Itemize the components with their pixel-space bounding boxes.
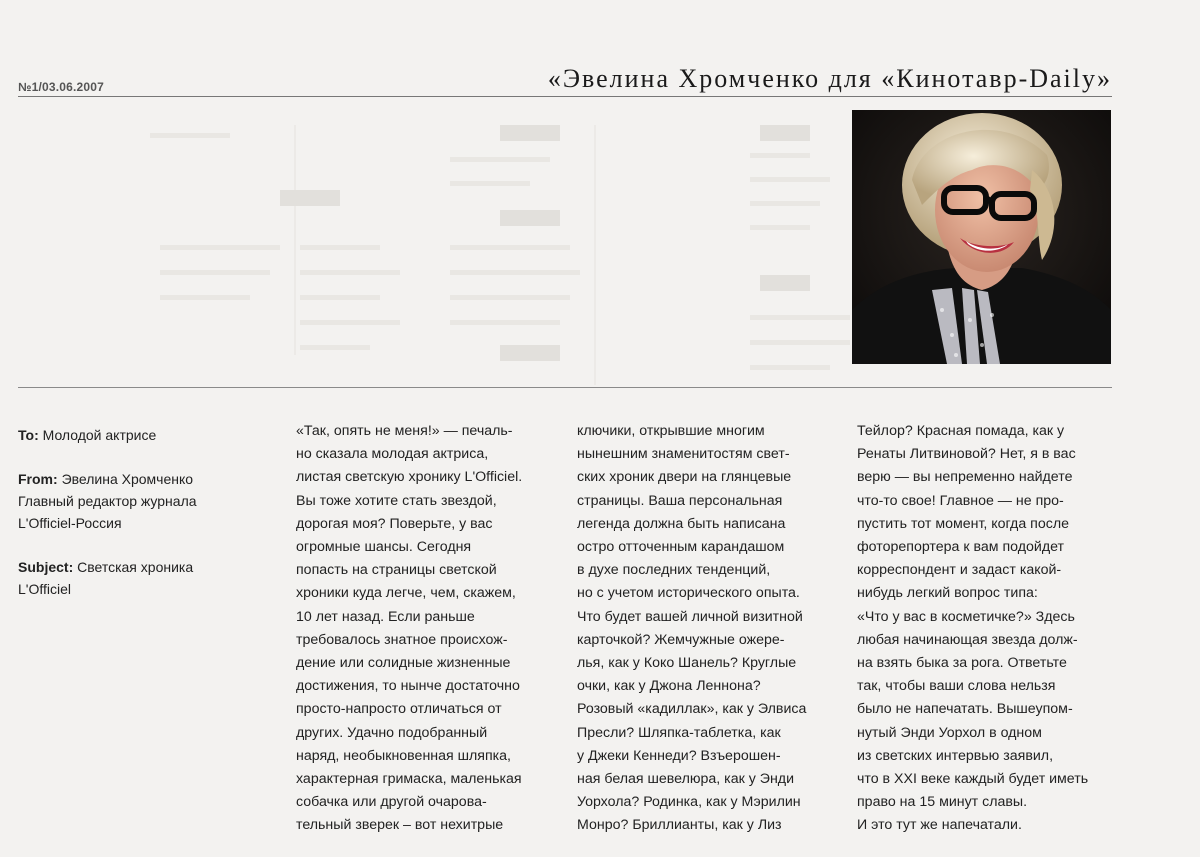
article-line: нибудь легкий вопрос типа: (857, 585, 1038, 602)
article-line: Уорхола? Родинка, как у Мэрилин (577, 794, 801, 811)
article-line: право на 15 минут славы. (857, 794, 1028, 811)
page-title: «Эвелина Хромченко для «Кинотавр-Daily» (547, 64, 1112, 93)
article-line: попасть на страницы светской (296, 562, 497, 579)
article-line: было не напечатать. Вышеупом- (857, 701, 1073, 718)
article-line: пустить тот момент, когда после (857, 515, 1069, 532)
article-line: остро отточенным карандашом (577, 539, 785, 556)
article-line: тельный зверек – вот нехитрые (296, 817, 504, 834)
letter-meta (18, 424, 197, 622)
to-field (18, 424, 197, 446)
article-line: на взять быка за рога. Ответьте (857, 655, 1067, 672)
article-column-1 (296, 420, 546, 838)
article-line: легенда должна быть написана (577, 515, 786, 532)
from-value: Эвелина Хромченко (61, 471, 194, 487)
article-line: листая светскую хронику L'Officiel. (296, 469, 523, 486)
header-rule (18, 96, 1112, 97)
subject-value: Светская хроника (77, 559, 194, 575)
article-line: Монро? Бриллианты, как у Лиз (577, 817, 782, 834)
article-line: характерная гримаска, маленькая (296, 771, 522, 788)
from-publication: L'Officiel-Россия (18, 515, 122, 531)
article-line: ключики, открывшие многим (577, 423, 765, 439)
article-line: корреспондент и задаст какой- (857, 562, 1062, 579)
section-divider (18, 387, 1112, 388)
article-line: но с учетом исторического опыта. (577, 585, 800, 602)
article-line: огромные шансы. Сегодня (296, 539, 472, 556)
article-line: других. Удачно подобранный (296, 724, 488, 741)
subject-field (18, 556, 197, 600)
article-line: достижения, то нынче достаточно (296, 678, 520, 695)
article-column-2 (577, 420, 827, 838)
article-line: нутый Энди Уорхол в одном (857, 724, 1042, 741)
article-line: Что будет вашей личной визитной (577, 608, 803, 625)
article-line: нынешним знаменитостям свет- (577, 446, 790, 463)
article-column-3 (857, 420, 1107, 838)
portrait-image (852, 110, 1111, 364)
subject-value-line2: L'Officiel (18, 581, 71, 597)
article-line: наряд, необыкновенная шляпка, (296, 747, 512, 764)
article-line: хроники куда легче, чем, скажем, (296, 585, 516, 602)
article-line: но сказала молодая актриса, (296, 446, 489, 463)
article-line: собачка или другой очарова- (296, 794, 487, 811)
article-line: верю — вы непременно найдете (857, 469, 1073, 486)
article-line: дорогая моя? Поверьте, у вас (296, 515, 493, 532)
article-line: фоторепортера к вам подойдет (857, 539, 1065, 556)
article-line: из светских интервью заявил, (857, 747, 1054, 764)
article-line: очки, как у Джона Леннона? (577, 678, 761, 695)
from-label: From: (18, 471, 58, 487)
article-line: Ренаты Литвиновой? Нет, я в вас (857, 446, 1076, 463)
article-line: «Что у вас в косметичке?» Здесь (857, 608, 1075, 625)
article-line: требовалось знатное происхож- (296, 631, 508, 648)
article-line: «Так, опять не меня!» — печаль- (296, 423, 513, 439)
article-line: И это тут же напечатали. (857, 817, 1022, 834)
article-line: страницы. Ваша персональная (577, 492, 783, 509)
article-line: Розовый «кадиллак», как у Элвиса (577, 701, 807, 718)
article-line: любая начинающая звезда долж- (857, 631, 1078, 648)
article-line: просто-напросто отличаться от (296, 701, 502, 718)
to-value: Молодой актрисе (42, 427, 157, 443)
subject-label: Subject: (18, 559, 74, 575)
from-field (18, 468, 197, 534)
article-line: так, чтобы ваши слова нельзя (857, 678, 1056, 695)
issue-number: №1/03.06.2007 (18, 80, 105, 94)
to-label: To: (18, 427, 39, 443)
article-line: дение или солидные жизненные (296, 655, 511, 672)
article-line: что в XXI веке каждый будет иметь (857, 771, 1089, 788)
article-line: ских хроник двери на глянцевые (577, 469, 792, 486)
author-photo (852, 110, 1111, 364)
article-line: Вы тоже хотите стать звездой, (296, 492, 497, 509)
article-line: 10 лет назад. Если раньше (296, 608, 475, 625)
article-line: Пресли? Шляпка-таблетка, как (577, 724, 781, 741)
article-line: лья, как у Коко Шанель? Круглые (577, 655, 797, 672)
article-line: карточкой? Жемчужные ожере- (577, 631, 785, 648)
from-title: Главный редактор журнала (18, 493, 197, 509)
article-line: Тейлор? Красная помада, как у (857, 423, 1065, 439)
article-line: ная белая шевелюра, как у Энди (577, 771, 795, 788)
article-line: что-то свое! Главное — не про- (857, 492, 1064, 509)
article-line: в духе последних тенденций, (577, 562, 771, 579)
article-line: у Джеки Кеннеди? Взъерошен- (577, 747, 781, 764)
